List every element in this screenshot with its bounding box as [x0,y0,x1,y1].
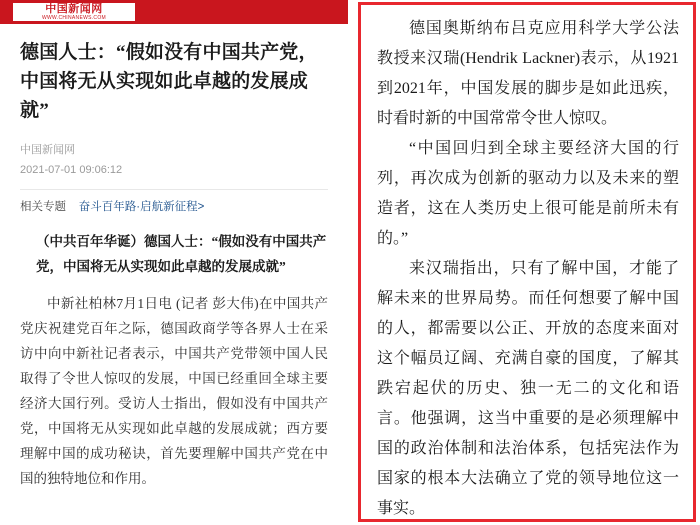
site-logo[interactable] [12,2,136,22]
article-date: 2021-07-01 09:06:12 [20,164,123,176]
page-title: 德国人士：“假如没有中国共产党，中国将无从实现如此卓越的发展成就” [20,42,318,121]
meta-divider [20,189,328,190]
article-source: 中国新闻网 [20,144,75,156]
article-paragraph: 中新社柏林7月1日电 (记者 彭大伟)在中国共产党庆祝建党百年之际，德国政商学等各界人士在采访中向中新社记者表示，中国共产党带领中国人民取得了令世人惊叹的发展，中国已经重回全球主要经济大国行列。受访人士指出，假如没有中国共产党，中国将无从实现如此卓越的发展成就；西方要理解中国的成功秘诀，首先要理解中国共产党在中国的独特地位和作用。 [20,296,328,486]
related-topics-label: 相关专题 [20,201,66,213]
article-column [0,0,348,525]
article-meta [20,141,328,179]
site-logo-en: WWW.CHINANEWS.COM [42,14,106,21]
excerpt-paragraph: “中国回归到全球主要经济大国的行列，再次成为创新的驱动力以及未来的塑造者，这在人类历史上很可能是前所未有的。” [377,140,679,247]
article-lead: （中共百年华诞）德国人士：“假如没有中国共产党，中国将无从实现如此卓越的发展成就” [36,234,327,274]
site-logo-cn: 中国新闻网 [45,2,103,15]
site-header [0,0,348,24]
highlighted-excerpt-box [358,2,696,522]
excerpt-paragraph: 德国奥斯纳布吕克应用科学大学公法教授来汉瑞(Hendrik Lackner)表示，从1921到2021年，中国发展的脚步是如此迅疾，时看时新的中国常常令世人惊叹。 [377,20,679,127]
related-topics [20,199,328,215]
excerpt-paragraph: 来汉瑞指出，只有了解中国，才能了解未来的世界局势。而任何想要了解中国的人，都需要以公正、开放的态度来面对这个幅员辽阔、充满自豪的国度，了解其跌宕起伏的历史、独一无二的文化和语言。他强调，这当中重要的是必须理解中国的政治体制和法治体系，包括宪法作为国家的根本大法确立了党的领导地位这一事实。 [377,260,679,517]
related-topic-link[interactable]: 奋斗百年路·启航新征程> [78,201,205,213]
